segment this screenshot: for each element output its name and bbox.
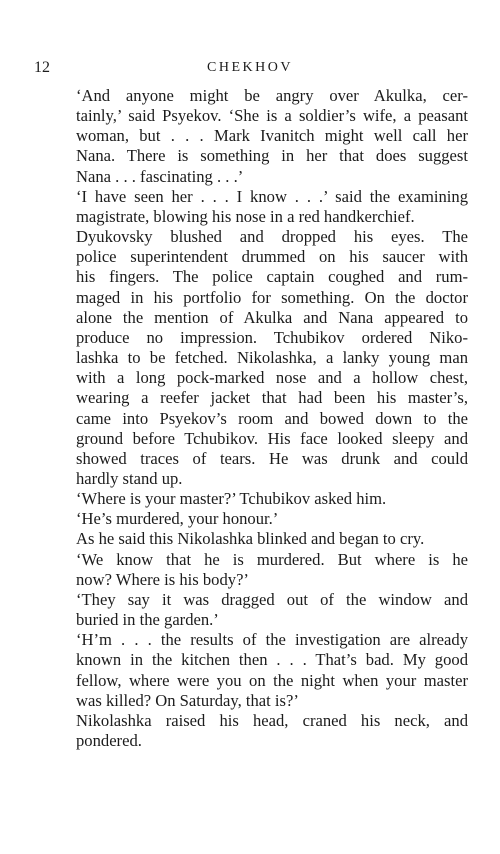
paragraph (76, 86, 468, 187)
paragraph (76, 509, 468, 529)
text-line: Nana . . . fascinating . . .’ (76, 166, 244, 186)
text-line: lashka to be fetched. Nikolashka, a lanky young man (76, 348, 468, 368)
text-line: wearing a reefer jacket that had been his master’s, (76, 388, 468, 408)
text-line: ‘And anyone might be angry over Akulka, cer- (76, 86, 468, 105)
text-line: ‘H’m . . . the results of the investigation are already (76, 630, 468, 650)
page-header (34, 58, 466, 78)
text-line: ground before Tchubikov. His face looked sleepy and (76, 428, 468, 448)
paragraph (76, 227, 468, 489)
text-line: ‘I have seen her . . . I know . . .’ said the examining (76, 186, 468, 206)
text-line: known in the kitchen then . . . That’s bad. My good (76, 650, 468, 670)
paragraph (76, 489, 468, 509)
text-line: pondered. (76, 731, 142, 750)
text-line: As he said this Nikolashka blinked and began to cry. (76, 529, 425, 549)
text-line: maged in his portfolio for something. On the doctor (76, 287, 468, 307)
text-line: now? Where is his body?’ (76, 569, 249, 589)
paragraph (76, 630, 468, 711)
text-line: alone the mention of Akulka and Nana appeared to (76, 307, 468, 327)
running-head: CHEKHOV (207, 60, 293, 75)
paragraph (76, 187, 468, 227)
text-line: showed traces of tears. He was drunk and could (76, 448, 468, 468)
text-line: buried in the garden.’ (76, 610, 219, 630)
paragraph (76, 590, 468, 630)
text-line: ‘They say it was dragged out of the window and (76, 589, 468, 609)
text-line: ‘We know that he is murdered. But where is he (76, 549, 468, 569)
text-line: ‘Where is your master?’ Tchubikov asked him. (76, 489, 387, 509)
text-line: woman, but . . . Mark Ivanitch might well call her (76, 126, 468, 146)
text-line: Nikolashka raised his head, craned his neck, and (76, 710, 468, 730)
text-line: magistrate, blowing his nose in a red handkerchief. (76, 206, 415, 226)
paragraph (76, 550, 468, 590)
text-line: with a long pock-marked nose and a hollow chest, (76, 368, 468, 388)
text-line: his fingers. The police captain coughed and rum- (76, 267, 468, 287)
text-line: produce no impression. Tchubikov ordered Niko- (76, 327, 468, 347)
text-line: hardly stand up. (76, 468, 183, 488)
text-line: tainly,’ said Psyekov. ‘She is a soldier’s wife, a peasant (76, 106, 468, 126)
text-line: fellow, where were you on the night when your master (76, 670, 468, 690)
book-text (76, 86, 468, 751)
text-line: was killed? On Saturday, that is?’ (76, 690, 299, 710)
page-number: 12 (34, 59, 50, 76)
text-line: police superintendent drummed on his saucer with (76, 247, 468, 267)
text-line: Dyukovsky blushed and dropped his eyes. The (76, 227, 468, 247)
text-line: Nana. There is something in her that does suggest (76, 146, 468, 166)
text-line: came into Psyekov’s room and bowed down to the (76, 408, 468, 428)
paragraph (76, 711, 468, 751)
paragraph (76, 529, 468, 549)
text-line: ‘He’s murdered, your honour.’ (76, 509, 279, 529)
